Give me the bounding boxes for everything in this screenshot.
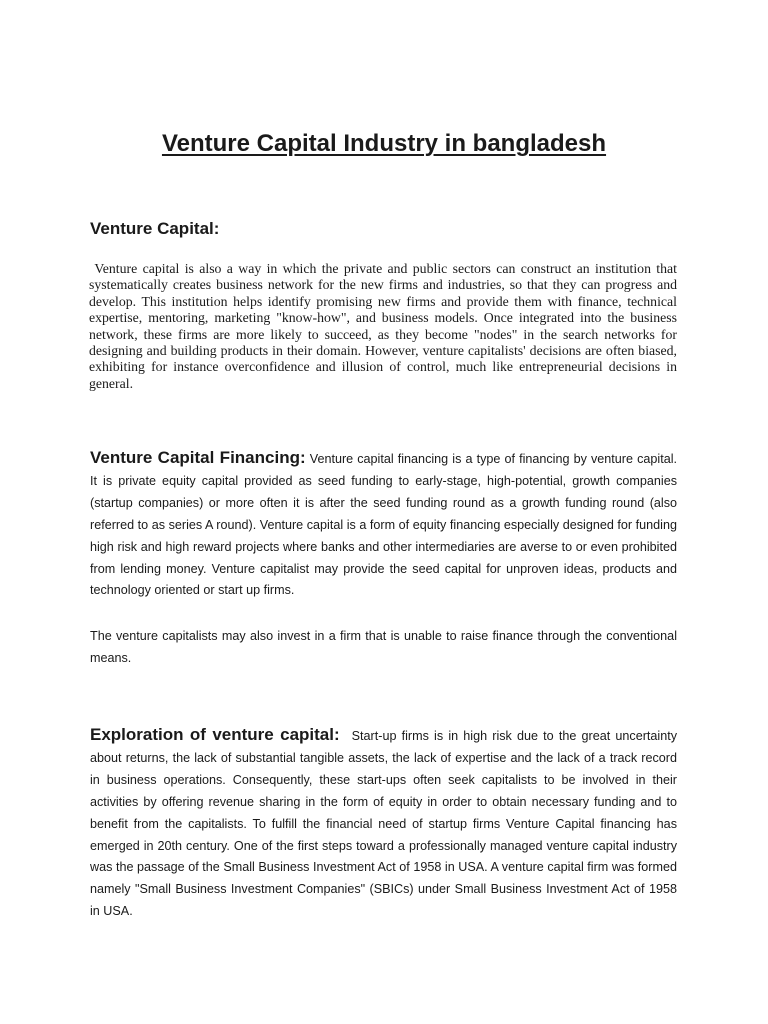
financing-paragraph: Venture capital financing is a type of financing by venture capital. It is private equity capital provided as seed funding to early-stage, high-potential, growth companies (startup companies) or more often it is after the seed funding round as a growth funding round (also referred to as series A round). Venture capital is a form of equity financing especially designed for funding high risk and high reward projects where banks and other intermediaries are averse to or even prohibited from lending money. Venture capitalist may provide the seed capital for unproven ideas, products and technology oriented or start up firms.	[90, 452, 678, 598]
venture-capital-paragraph: Venture capital is also a way in which the private and public sectors can construct an institution that systematically creates business network for the new firms and industries, so that they can progress and develop. This institution helps identify promising new firms and provide them with finance, technical expertise, mentoring, marketing "know-how", and business models. Once integrated into the business network, these firms are more likely to succeed, as they become "nodes" in the search networks for designing and building products in their domain. However, venture capitalists' decisions are often biased, exhibiting for instance overconfidence and illusion of control, much like entrepreneurial decisions in general.	[89, 261, 681, 391]
financing-heading: Venture Capital Financing:	[90, 448, 306, 467]
financing-paragraph-2: The venture capitalists may also invest in a firm that is unable to raise finance through the conventional means.	[90, 629, 677, 665]
financing-section	[90, 447, 677, 602]
exploration-section	[90, 724, 677, 923]
exploration-paragraph: Start-up firms is in high risk due to the great uncertainty about returns, the lack of substantial tangible assets, the lack of expertise and the lack of a track record in business operations. Consequently, these start-ups often seek capitalists to be involved in their activities by offering revenue sharing in the form of equity in order to obtain necessary funding and to benefit from the capitalists. To fulfill the financial need of startup firms Venture Capital financing has emerged in 20th century. One of the first steps toward a professionally managed venture capital industry was the passage of the Small Business Investment Act of 1958 in USA. A venture capital firm was formed namely "Small Business Investment Companies" (SBICs) under Small Business Investment Act of 1958 in USA.	[90, 729, 677, 919]
document-title: Venture Capital Industry in bangladesh	[161, 130, 607, 157]
venture-capital-heading: Venture Capital:	[90, 219, 220, 238]
exploration-heading: Exploration of venture capital:	[90, 725, 340, 744]
